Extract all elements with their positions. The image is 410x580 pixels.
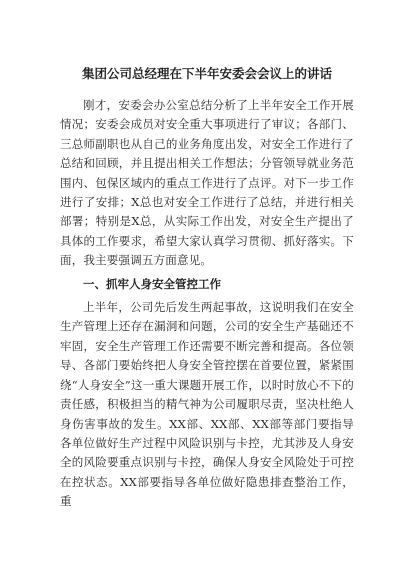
paragraph-section-1: 上半年，公司先后发生两起事故，这说明我们在安全生产管理上还存在漏洞和问题，公司的安全生产基础还不牢固，安全生产管理工作还需要不断完善和提高。各位领导、各部门要始终把人身安全管控摆在首要位置，紧紧围绕“人身安全”这一重大课题开展工作，以时时放心不下的责任感，积极担当的精气神为公司履职尽责，坚决杜绝人身伤害事故的发生。XX部、XX部、XX部等部门要指导各单位做好生产过程中风险识别与卡控，尤其涉及人身安全的风险要重点识别与卡控，确保人身安全风险处于可控在控状态。XX部要指导各单位做好隐患排查整治工作，重 bbox=[60, 300, 354, 509]
paragraph-intro: 刚才，安委会办公室总结分析了上半年安全工作开展情况；安委会成员对安全重大事项进行了审议；各部门、三总师副职也从自己的业务角度出发，对安全工作进行了总结和回顾，并且提出相关工作想法；分管领导就业务范围内、包保区域内的重点工作进行了点评。对下一步工作进行了安排；X总也对安全工作进行了总结，并进行相关部署；特别是X总，从实际工作出发，对安全生产提出了具体的工作要求，希望大家认真学习贯彻、抓好落实。下面，我主要强调五方面意见。 bbox=[60, 98, 354, 268]
document-title: 集团公司总经理在下半年安委会会议上的讲话 bbox=[81, 66, 332, 81]
section-heading: 一、抓牢人身安全管控工作 bbox=[83, 276, 221, 291]
